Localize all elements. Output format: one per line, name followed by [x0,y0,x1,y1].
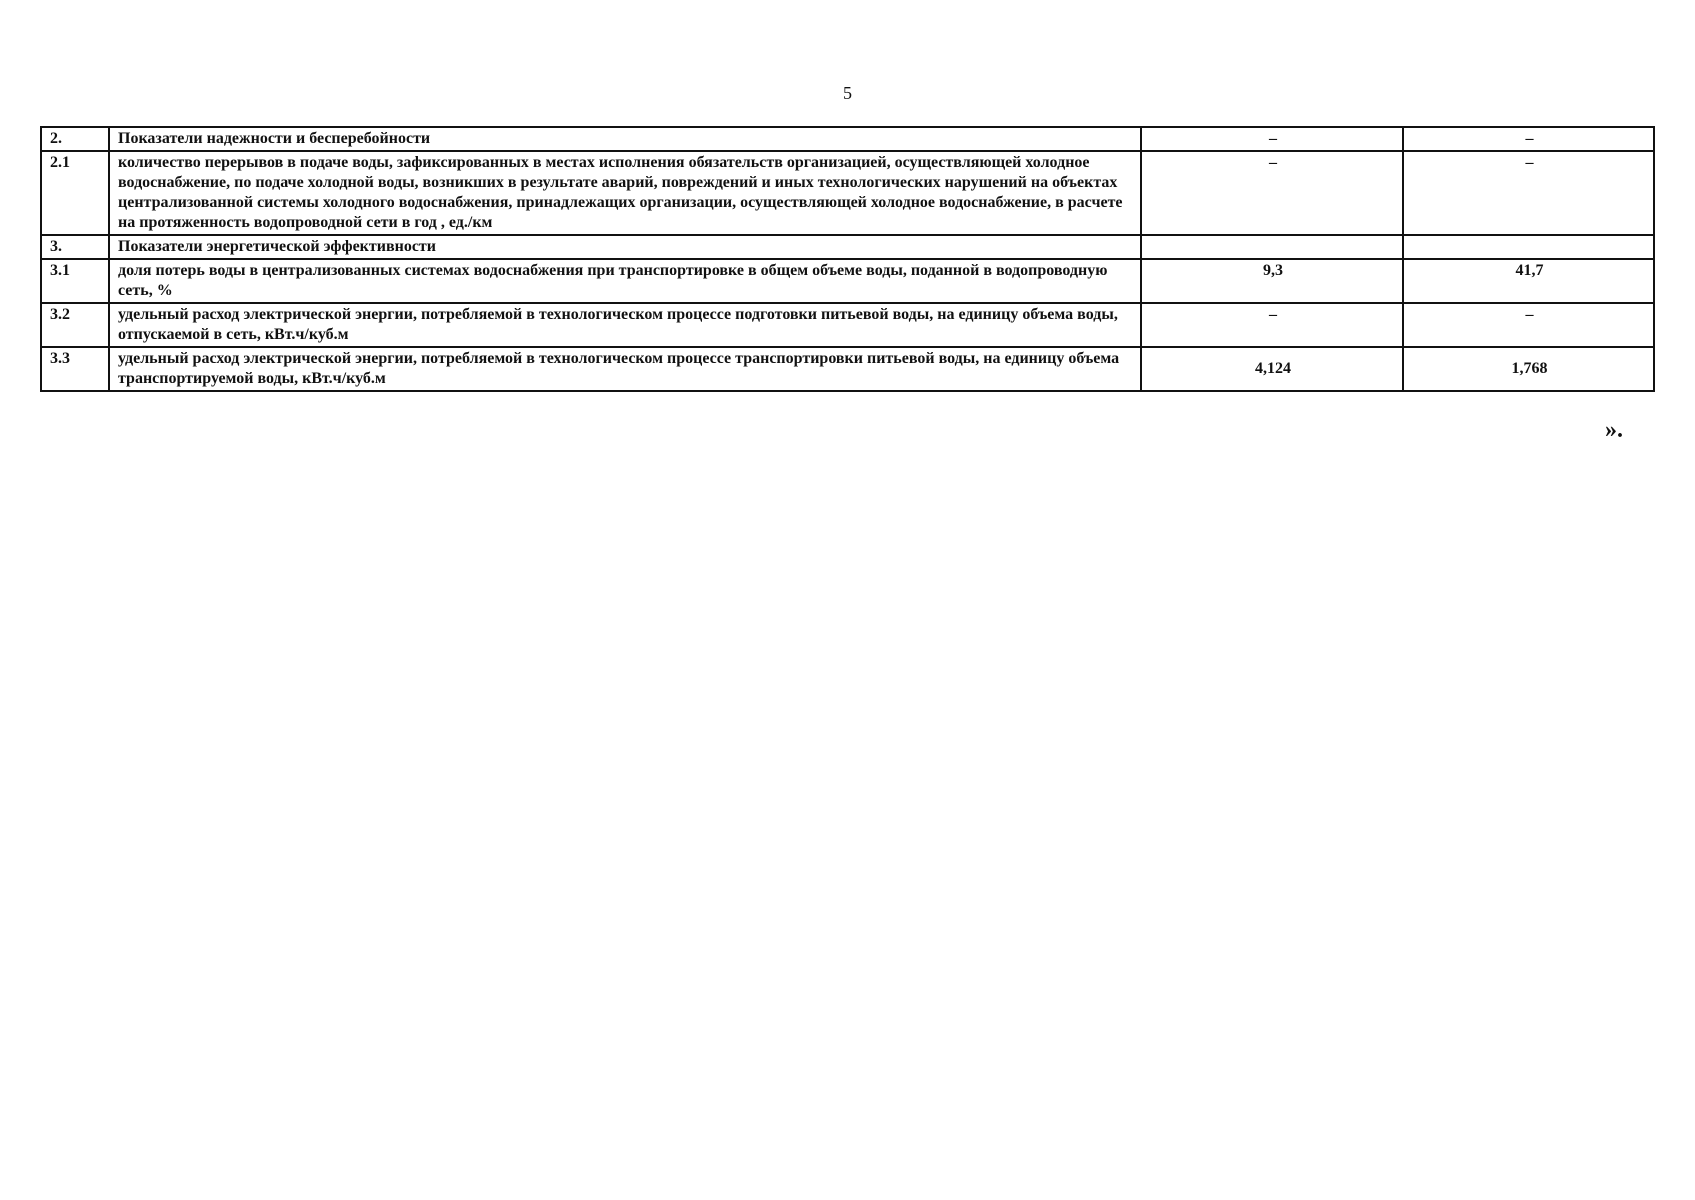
table-row [41,303,1654,347]
indicator-text: удельный расход электрической энергии, потребляемой в технологическом процессе подготовки питьевой воды, на единицу объема воды, отпускаемой в сеть, кВт.ч/куб.м [109,303,1141,347]
table-row [41,235,1654,259]
value-cell: – [1403,151,1654,235]
value-cell: – [1141,303,1403,347]
value-cell [1141,235,1403,259]
indicator-text: Показатели надежности и бесперебойности [109,127,1141,151]
value-cell: – [1141,127,1403,151]
row-number: 3.1 [41,259,109,303]
row-number: 3. [41,235,109,259]
indicator-text: удельный расход электрической энергии, потребляемой в технологическом процессе транспортировки питьевой воды, на единицу объема транспортируемой воды, кВт.ч/куб.м [109,347,1141,391]
indicators-table [40,126,1655,392]
indicator-text: доля потерь воды в централизованных системах водоснабжения при транспортировке в общем объеме воды, поданной в водопроводную сеть, % [109,259,1141,303]
page-number: 5 [843,83,852,103]
value-cell: – [1141,151,1403,235]
value-cell: 4,124 [1141,347,1403,391]
closing-quote: ». [1605,417,1623,443]
value-cell: 9,3 [1141,259,1403,303]
value-cell: – [1403,303,1654,347]
indicator-text: количество перерывов в подаче воды, зафиксированных в местах исполнения обязательств организацией, осуществляющей холодное водоснабжение, по подаче холодной воды, возникших в результате аварий, повреждений и иных технологических нарушений на объектах централизованной системы холодного водоснабжения, принадлежащих организации, осуществляющей холодное водоснабжение, в расчете на протяженность водопроводной сети в год , ед./км [109,151,1141,235]
row-number: 3.3 [41,347,109,391]
value-cell: – [1403,127,1654,151]
value-cell: 1,768 [1403,347,1654,391]
table-row [41,127,1654,151]
value-cell [1403,235,1654,259]
indicator-text: Показатели энергетической эффективности [109,235,1141,259]
row-number: 3.2 [41,303,109,347]
row-number: 2. [41,127,109,151]
table-row [41,259,1654,303]
table-row [41,151,1654,235]
row-number: 2.1 [41,151,109,235]
table-row [41,347,1654,391]
value-cell: 41,7 [1403,259,1654,303]
